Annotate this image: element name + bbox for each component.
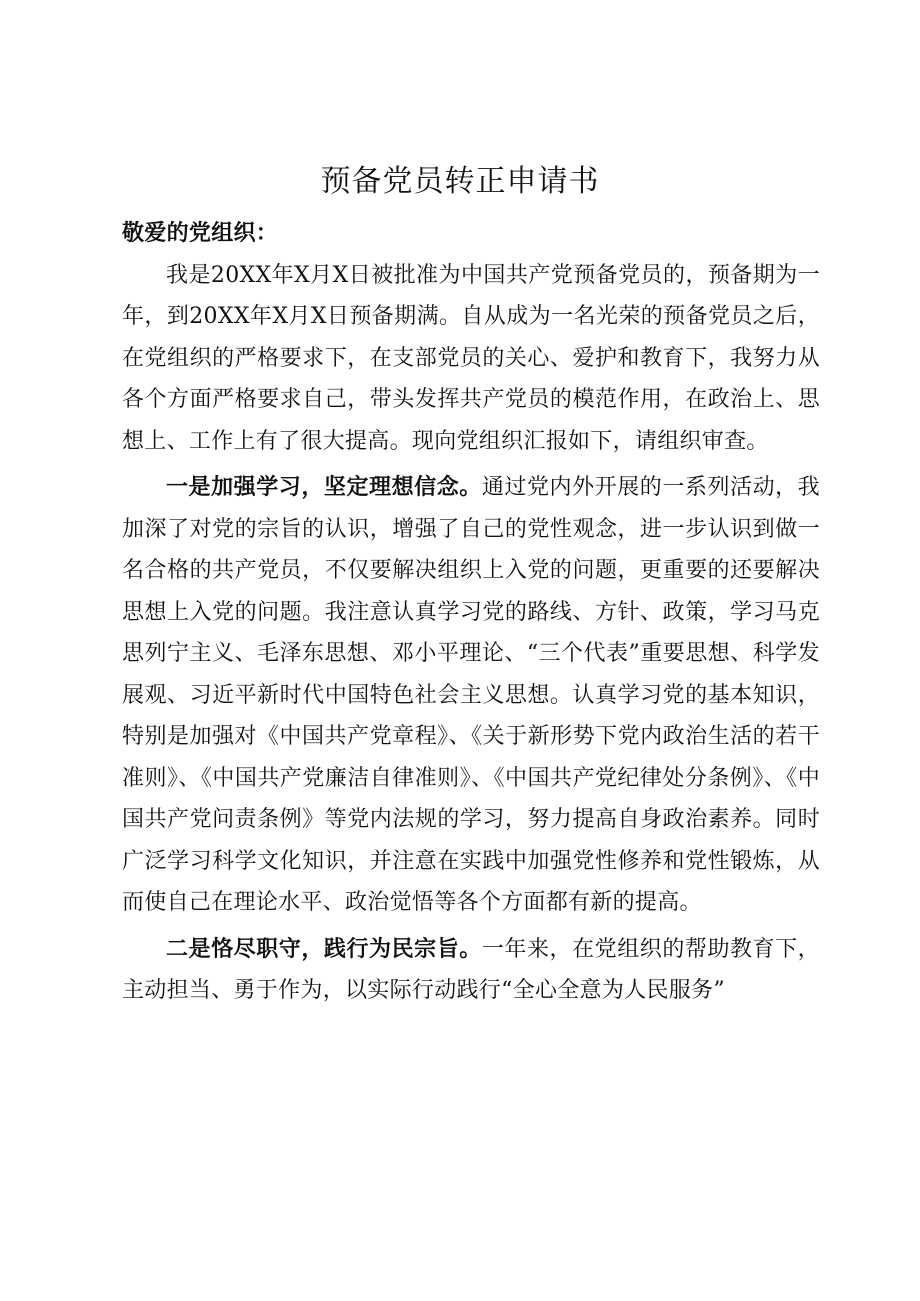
section-1-text: 通过党内外开展的一系列活动，我加深了对党的宗旨的认识，增强了自己的党性观念，进一步认识到做一名合格的共产党员，不仅要解决组织上入党的问题，更重要的还要解决思想上入党的问题。我注意认真学习党的路线、方针、政策，学习马克思列宁主义、毛泽东思想、邓小平理论、“三个代表”重要思想、科学发展观、习近平新时代中国特色社会主义思想。认真学习党的基本知识，特别是加强对《中国共产党章程》、《关于新形势下党内政治生活的若干准则》、《中国共产党廉洁自律准则》、《中国共产党纪律处分条例》、《中国共产党问责条例》等党内法规的学习，努力提高自身政治素养。同时广泛学习科学文化知识，并注意在实践中加强党性修养和党性锻炼，从而使自己在理论水平、政治觉悟等各个方面都有新的提高。 (122, 475, 820, 915)
section-1-heading: 一是加强学习，坚定理想信念。 (166, 474, 482, 500)
salutation: 敬爱的党组织： (122, 220, 279, 246)
section-2-paragraph (122, 929, 820, 1012)
section-2-text: 一年来，在党组织的帮助教育下，主动担当、勇于作为，以实际行动践行“全心全意为人民服务” (122, 936, 820, 1003)
document-title: 预备党员转正申请书 (320, 164, 600, 199)
section-2-heading: 二是恪尽职守，践行为民宗旨。 (166, 935, 482, 962)
section-1-paragraph (122, 467, 820, 924)
intro-paragraph: 我是20XX年X月X日被批准为中国共产党预备党员的，预备期为一年，到20XX年X月X日预备期满。自从成为一名光荣的预备党员之后，在党组织的严格要求下，在支部党员的关心、爱护和教育下，我努力从各个方面严格要求自己，带头发挥共产党员的模范作用，在政治上、思想上、工作上有了很大提高。现向党组织汇报如下，请组织审查。 (122, 262, 820, 454)
document-body (122, 213, 820, 1017)
